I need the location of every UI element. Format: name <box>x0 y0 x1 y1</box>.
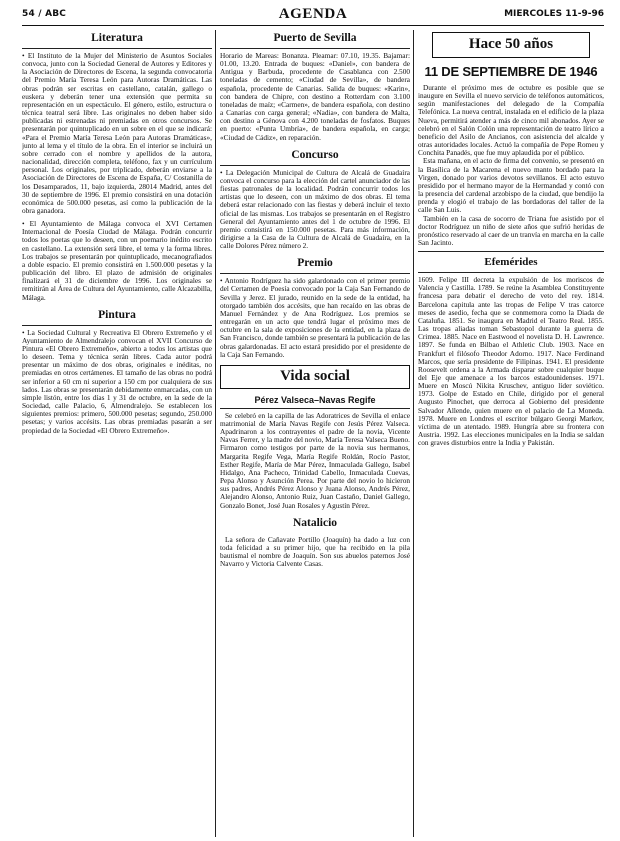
vida-social-heading: Vida social <box>220 365 410 389</box>
concurso-heading: Concurso <box>220 147 410 166</box>
section-title: AGENDA <box>278 6 348 22</box>
literatura-heading: Literatura <box>22 30 212 49</box>
natalicio-heading: Natalicio <box>292 516 338 529</box>
hace-body <box>418 84 604 247</box>
efemerides-body <box>418 276 604 447</box>
puerto-body <box>220 52 410 142</box>
hace-paragraph: Esta mañana, en el acto de firma del convenio, se presentó en la Basílica de la Macarena el nuevo manto bordado para la Virgen, donado por varios devotos sevillanos. El acto estuvo presidido por el hermano mayor de la Hermandad y contó con la presencia del cardenal arzobispo de la ciudad, que bendijo la prenda y elogió el trabajo de las bordadoras del taller de la calle San Luis. <box>418 156 604 215</box>
puerto-paragraph: Horario de Mareas: Bonanza. Pleamar: 07.10, 19.35. Bajamar: 01.00, 13.20. Entrada de buques: «Daniel», con bandera de Antigua y Barbuda, procedente de Casablanca con 2.500 toneladas de cemento; «Ciudad de Sevilla», de bandera española, procedente de Canarias. Salida de buques: «Karin», con bandera de Chipre, con destino a Rotterdam con 3.100 toneladas de maíz; «Carmen», de bandera española, con destino a Canarias con carga general; «Nadia», con bandera de Malta, con destino a Génova con 4.200 toneladas de fosfatos. Buques en puerto: «Punta Umbría», de bandera española, en carga; «Ciudad de Cádiz», en reparación. <box>220 51 410 142</box>
literatura-body <box>22 52 212 302</box>
literatura-paragraph: • El Instituto de la Mujer del Ministerio de Asuntos Sociales convoca, junto con la Sociedad General de Autores y Editores y la Asociación de Directores de Escena, la segunda convocatoria del Premio María Teresa León para Autoras Dramáticas. Las obras podrán ser escritas en castellano, catalán, gallego o euskera y deberán tener una extensión que permita su representación en un espectáculo. El género, estilo, estructura o técnica teatral será libre. Las originales no deben haber sido publicadas ni estrenadas ni premiadas en otros concursos. Se presentarán por quintuplicado en un sobre en el que se indicará: «Para el Premio María Teresa León para Autoras Dramáticas», junto al lema y el título de la obra. En el interior se incluirá un sobre cerrado con el nombre y apellidos de la autora, nacionalidad, dirección completa, teléfono, fax y un currículum personal. Los originales, por triplicado, deberán enviarse a la Asociación de Directores de Escena de España, C/ Costanilla de los Desamparados, 11, bajo izquierda, 28014 Madrid, antes del 30 de septiembre de 1996. El premio consistirá en una dotación económica de 500.000 pesetas, así como la publicación de la obra ganadora. <box>22 51 212 215</box>
efemerides-paragraph: 1609. Felipe III decreta la expulsión de los moriscos de Valencia y Castilla. 1789. Se reúne la Asamblea Constituyente francesa para debatir el derecho de veto del rey. 1814. Barcelona capitula ante las tropas de Felipe V tras catorce meses de asedio, fecha que se conmemora como la Diada de Cataluña. 1851. Se inaugura en Madrid el Teatro Real. 1855. Las tropas aliadas toman Sebastopol durante la guerra de Crimea. 1885. Nace en Eastwood el novelista D. H. Lawrence. 1897. Se funda en Bilbao el Athletic Club. 1903. Nace en Frankfurt el filósofo Theodor Adorno. 1917. Nace Ferdinand Marcos, que sería presidente de Filipinas. 1941. El presidente Roosevelt ordena a la Armada disparar sobre cualquier buque del Eje que amenace a los barcos estadounidenses. 1971. Muere en Moscú Nikita Kruschev, antiguo líder soviético. 1973. Golpe de Estado en Chile, dirigido por el general Augusto Pinochet, que derroca al Gobierno del presidente Salvador Allende, quien muere en el palacio de La Moneda. 1978. Muere en Londres el escritor búlgaro Georgi Markov, víctima de un atentado. 1989. Hungría abre su frontera con Austria. 1992. Las elecciones municipales en la India se saldan con graves disturbios entre la India y Pakistán. <box>418 275 604 448</box>
wedding-heading: Pérez Valseca–Navas Regife <box>220 393 410 409</box>
masthead <box>22 6 604 26</box>
concurso-paragraph: • La Delegación Municipal de Cultura de Alcalá de Guadaíra convoca el concurso para la elección del cartel anunciador de las fiestas patronales de la localidad. Podrán concurrir todos los artistas que lo deseen, con un máximo de dos obras. El tema deberá estar relacionado con las fiestas y deberá incluir el texto oficial de las mismas. Los trabajos se presentarán en el Registro General del Ayuntamiento antes del 1 de octubre de 1996. El premio consistirá en 150.000 pesetas. Para más información, dirigirse a la Casa de la Cultura de Alcalá de Guadaíra, en la calle Dolores Pérez número 2. <box>220 167 410 251</box>
column-middle <box>220 30 410 837</box>
efemerides-heading: Efemérides <box>418 251 604 273</box>
column-right <box>418 30 604 837</box>
hace-paragraph: Durante el próximo mes de octubre es posible que se inaugure en Sevilla el nuevo servicio de teléfonos automáticos, según manifestaciones del delegado de la Compañía Telefónica. La nueva central, instalada en el edificio de la plaza Nueva, permitirá atender a más de cinco mil abonados. Ayer se celebró en el Salón Colón una representación de teatro lírico a beneficio del Asilo de Ancianos, con asistencia del alcalde y otras autoridades locales. Actuó la compañía de Pepe Romeu y Conchita Panadés, que fue muy aplaudida por el público. <box>418 83 604 158</box>
column-divider <box>215 30 216 837</box>
column-left <box>22 30 212 837</box>
natalicio-paragraph: La señora de Cañavate Portillo (Joaquín) ha dado a luz con toda felicidad a su primer hijo, que ha recibido en la pila bautismal el nombre de Joaquín. Son sus abuelos paternos José Navarro y Victoria Calvente Casas. <box>220 534 410 569</box>
hace-50-anos-heading: Hace 50 años <box>432 32 590 58</box>
pintura-heading: Pintura <box>22 307 212 326</box>
wedding-paragraph: Se celebró en la capilla de las Adoratrices de Sevilla el enlace matrimonial de María Navas Regife con Jesús Pérez Valseca. Apadrinaron a los contrayentes el padre de la novia, Vicente Navas Ferrer, y la madre del novio, María Teresa Valseca Bueno. Firmaron como testigos por parte de la novia sus hermanos, Margarita Regife Vega, María Regife Roldán, Rocío Pastor, Esther Regife, María de Mar Pérez, Inmaculada Gallego, Isabel Hidalgo, Ana Pacheco, Trinidad Cabello, Inmaculada Cuevas, Pepa Alonso y Asunción Perea. Por parte del novio lo hicieron sus padres, Andrés Pérez Alonso y Juana Alonso, Andrés Pérez, Alejandro Alonso, Antonio Ruiz, Juan Castaño, Daniel Gallego, Gonzalo Bonet, José Juan Rosales y Agustín Pérez. <box>220 410 410 510</box>
hace-paragraph: También en la casa de socorro de Triana fue asistido por el doctor Rodríguez un niño de siete años que sufrió heridas de pronóstico reservado al caer de un tranvía en marcha en la calle San Jacinto. <box>418 213 604 247</box>
natalicio-body <box>220 536 410 569</box>
pintura-paragraph: • La Sociedad Cultural y Recreativa El Obrero Extremeño y el Ayuntamiento de Almendralejo convocan el XVII Concurso de Pintura «El Obrero Extremeño», abierto a todos los artistas que lo deseen. Tema y técnica serán libres. Cada autor podrá presentar un máximo de dos obras, originales e inéditas, no premiadas en otros certámenes. El tamaño de las obras no podrá ser inferior a 60 cm ni superior a 150 cm por cualquiera de sus lados. Las obras se presentarán debidamente enmarcadas, con un simple listón, entre los días 1 y 31 de octubre, en la sede de la Sociedad, calle Palacio, 6, Almendralejo. Se establecen los siguientes premios: primero, 500.000 pesetas; segundo, 250.000 pesetas; y varios accésits. Las obras premiadas pasarán a ser propiedad de la Sociedad «El Obrero Extremeño». <box>22 327 212 435</box>
puerto-heading: Puerto de Sevilla <box>220 30 410 49</box>
premio-body <box>220 277 410 359</box>
column-divider <box>413 30 414 837</box>
concurso-body <box>220 169 410 251</box>
premio-heading: Premio <box>220 255 410 274</box>
issue-date: MIERCOLES 11-9-96 <box>504 9 604 19</box>
columns <box>22 30 604 837</box>
literatura-paragraph: • El Ayuntamiento de Málaga convoca el XVI Certamen Internacional de Poesía Ciudad de Málaga. Podrán concurrir todos los poetas que lo deseen, con un poemario inédito escrito en castellano. La extensión será libre, el tema y la forma libres. Los trabajos se presentarán por quintuplicado, mecanografiados a doble espacio. El premio consistirá en 1.500.000 pesetas y la publicación del libro. El plazo de admisión de originales finalizará el 31 de diciembre de 1996. Los originales se remitirán al Área de Cultura del Ayuntamiento, calle Alcazabilla, Málaga. <box>22 219 212 302</box>
wedding-body <box>220 412 410 510</box>
premio-paragraph: • Antonio Rodríguez ha sido galardonado con el primer premio del Certamen de Poesía convocado por la Caja San Fernando de Sevilla y Jerez. El jurado, reunido en la sede de la entidad, ha otorgado también dos accésits, que han recaído en las obras de Manuel Fernández y de Ana Rodríguez. Los premios se entregarán en un acto que tendrá lugar el próximo mes de octubre en la sala de exposiciones de la entidad, en la plaza de San Francisco, donde también se presentará la publicación de las obras galardonadas. El acto estará presidido por el presidente de la Caja San Fernando. <box>220 276 410 359</box>
pintura-body <box>22 329 212 435</box>
page-label: 54 / ABC <box>22 9 67 19</box>
hace-date-heading: 11 DE SEPTIEMBRE DE 1946 <box>424 64 598 79</box>
